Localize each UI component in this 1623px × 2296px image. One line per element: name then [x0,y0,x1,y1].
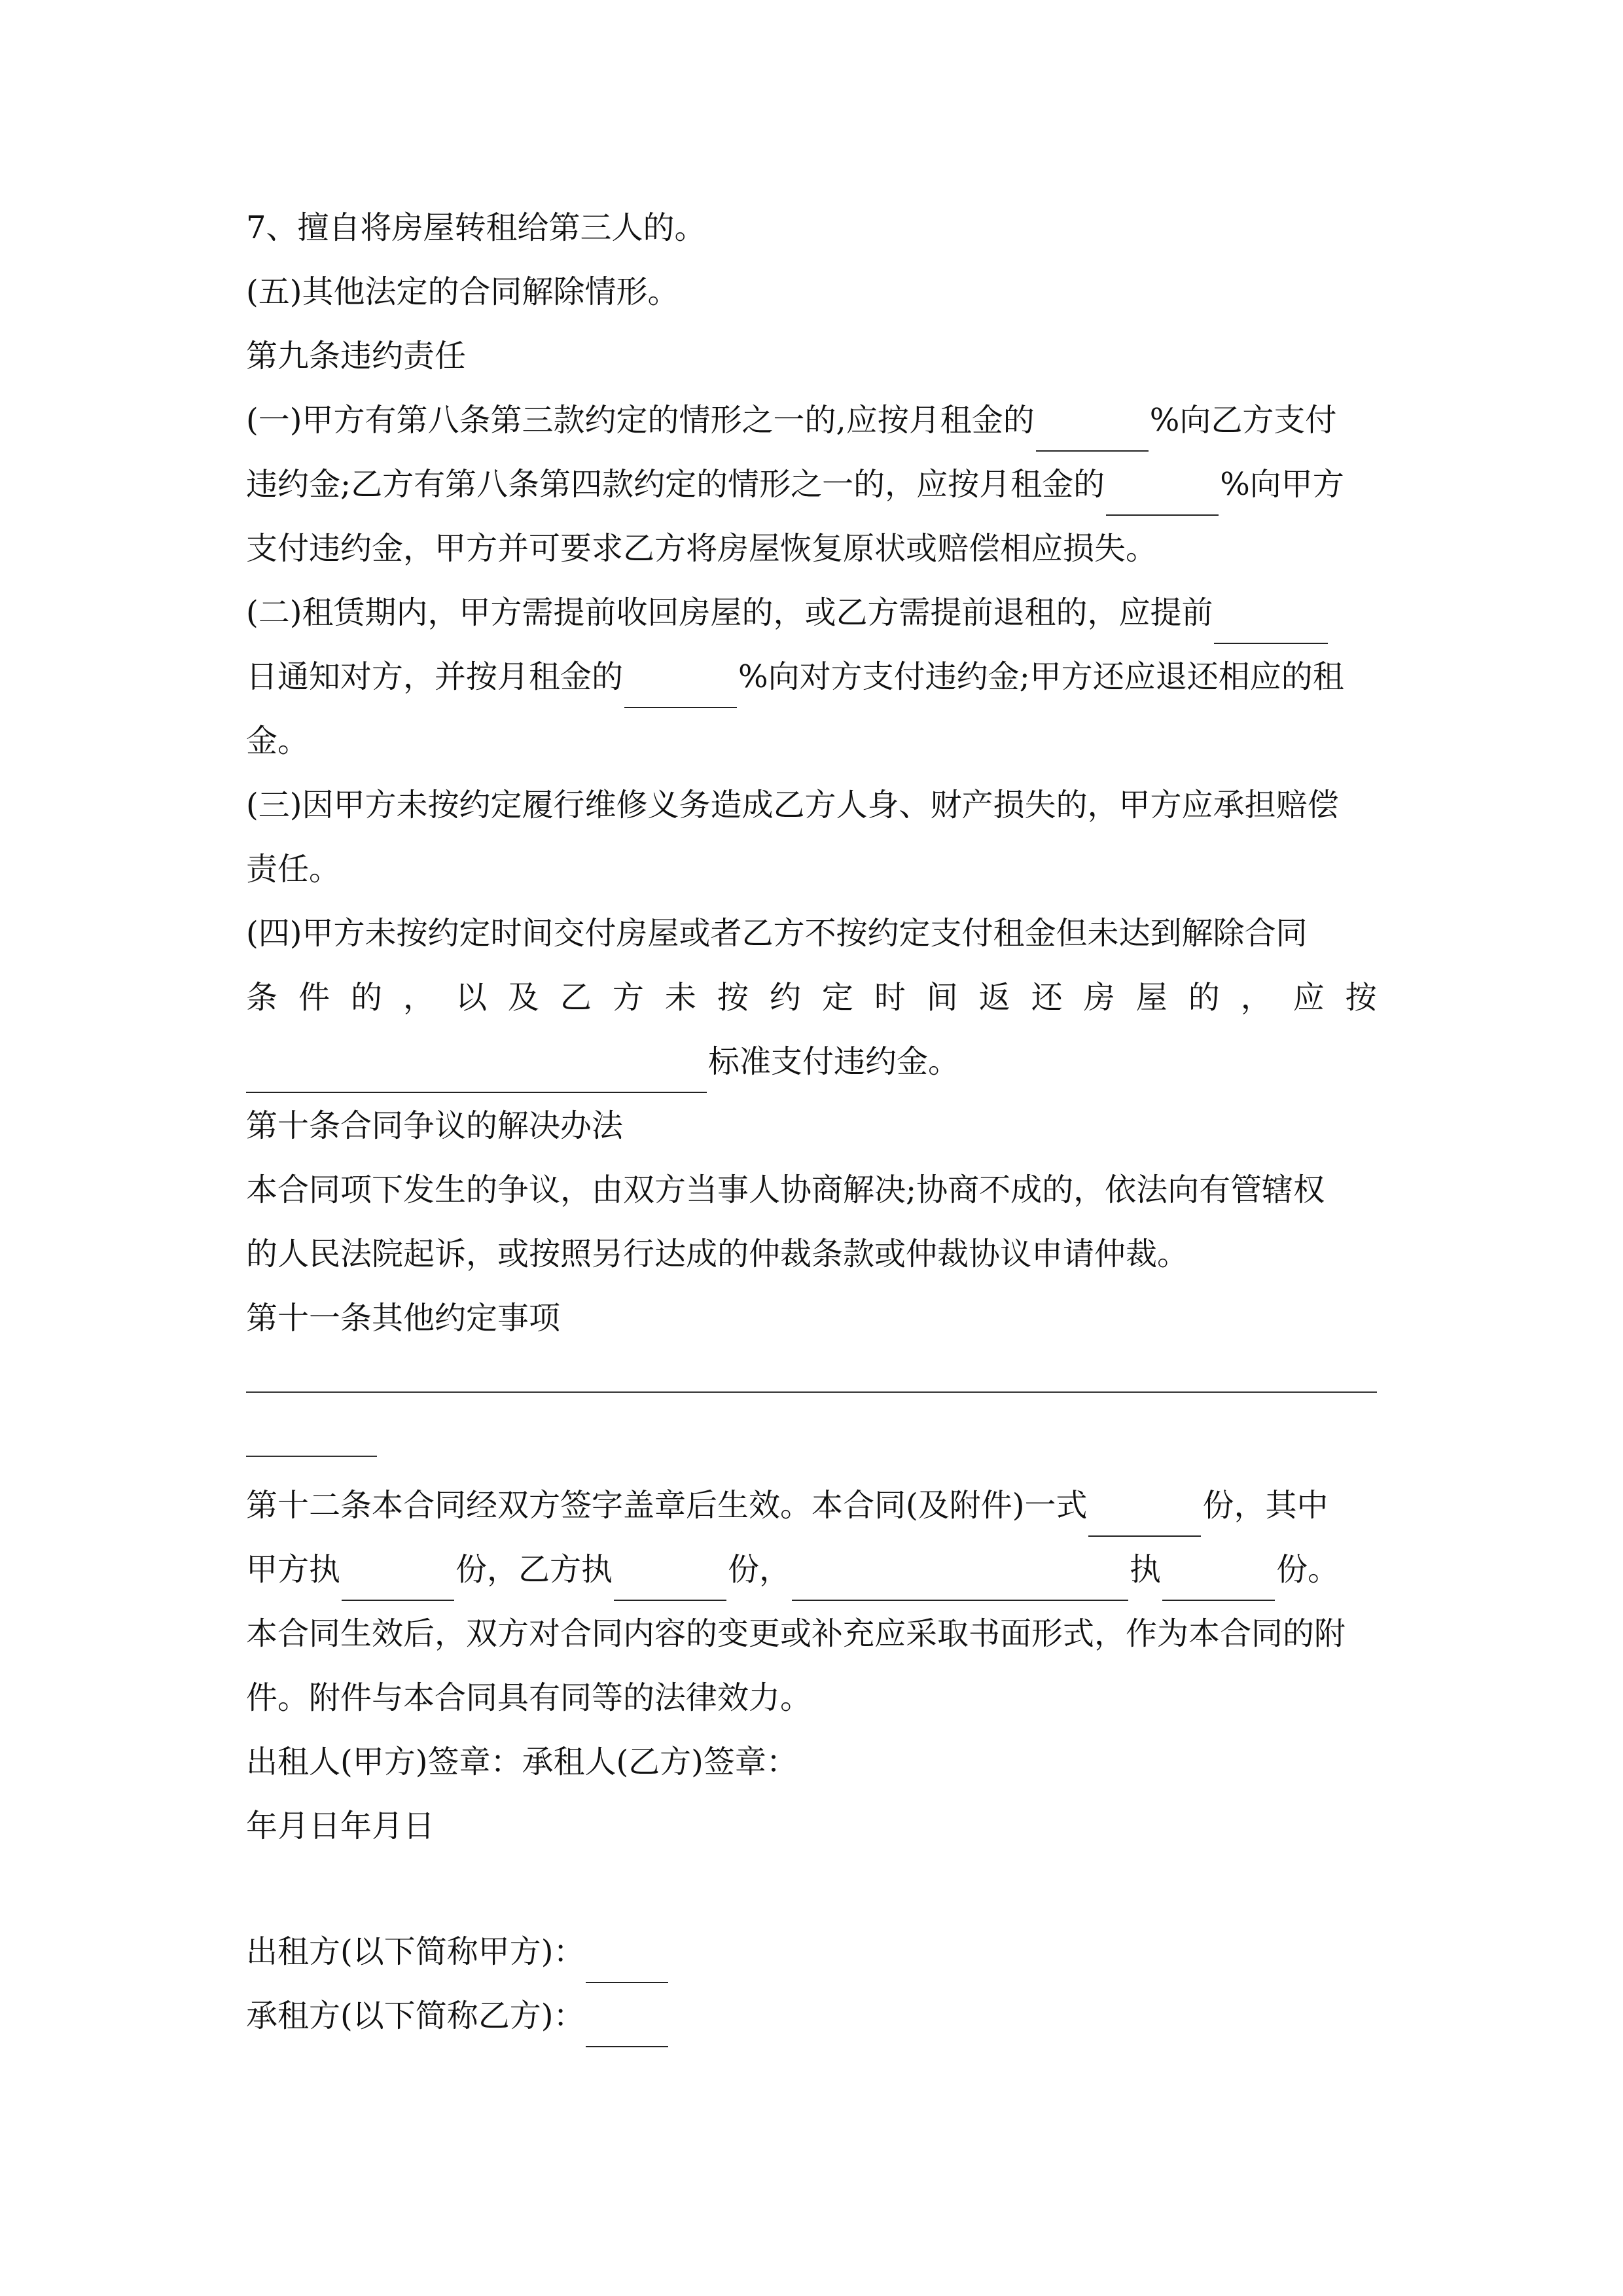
spaced-char: 的 [1188,979,1220,1016]
fill-blank[interactable] [1106,473,1219,516]
clause-item-5-other: (五)其他法定的合同解除情形。 [246,274,679,310]
article-9-para-2-line-2: 日通知对方，并按月租金的 %向对方支付违约金;甲方还应退还相应的租 [246,645,1377,708]
lessor-name-blank[interactable] [586,1940,668,1983]
fill-blank[interactable] [1036,408,1149,452]
spaced-char: 约 [769,979,801,1016]
signature-line: 出租人(甲方)签章：承租人(乙方)签章： [246,1744,798,1780]
spaced-char: 件 [298,979,330,1016]
spaced-char: 未 [664,979,696,1016]
other-terms-rule-short[interactable] [246,1456,377,1457]
article-9-para-4-line-2 [246,966,1377,1029]
fill-blank[interactable] [1214,601,1328,644]
lessor-line: 出租方(以下简称甲方)： [246,1920,1377,1983]
article-10-line-2: 的人民法院起诉，或按照另行达成的仲裁条款或仲裁协议申请仲裁。 [246,1236,1189,1272]
spaced-char: 条 [246,979,278,1016]
lessee-line: 承租方(以下简称乙方)： [246,1984,1377,2047]
clause-item-7: 7、擅自将房屋转租给第三人的。 [246,209,706,246]
spaced-char: 定 [821,979,853,1016]
article-9-para-2-line-1: (二)租赁期内，甲方需提前收回房屋的，或乙方需提前退租的，应提前 [246,581,1377,644]
spaced-char: 乙 [560,979,592,1016]
spaced-char: 方 [612,979,644,1016]
article-10-line-1: 本合同项下发生的争议，由双方当事人协商解决;协商不成的，依法向有管辖权 [246,1172,1325,1208]
article-9-para-1-line-1: (一)甲方有第八条第三款约定的情形之一的,应按月租金的 %向乙方支付 [246,389,1377,452]
article-9-para-3-line-1: (三)因甲方未按约定履行维修义务造成乙方人身、财产损失的，甲方应承担赔偿 [246,787,1339,823]
other-terms-rule[interactable] [246,1391,1377,1393]
article-9-para-1-line-3: 支付违约金，甲方并可要求乙方将房屋恢复原状或赔偿相应损失。 [246,530,1158,567]
spaced-char: 按 [1345,979,1377,1016]
article-9-para-4-line-3: 标准支付违约金。 [246,1030,1377,1093]
spaced-char: 以 [455,979,487,1016]
article-12-line-3: 本合同生效后，双方对合同内容的变更或补充应采取书面形式，作为本合同的附 [246,1615,1346,1652]
fill-blank[interactable] [792,1558,1128,1601]
spaced-char: 及 [507,979,539,1016]
fill-blank[interactable] [624,665,737,708]
spaced-char: 房 [1083,979,1115,1016]
fill-blank[interactable] [614,1558,726,1601]
article-9-para-3-line-2: 责任。 [246,851,341,888]
fill-blank[interactable] [1162,1558,1275,1601]
article-9-para-4-line-1: (四)甲方未按约定时间交付房屋或者乙方不按约定支付租金但未达到解除合同 [246,915,1308,952]
spaced-char: ， [1240,979,1272,1016]
lessee-name-blank[interactable] [586,2004,668,2047]
article-12-line-4: 件。附件与本合同具有同等的法律效力。 [246,1679,812,1716]
spaced-char: 按 [717,979,749,1016]
spaced-char: 时 [874,979,906,1016]
article-9-para-2-line-3: 金。 [246,723,310,759]
fill-blank[interactable] [1088,1494,1201,1537]
spaced-char: 还 [1031,979,1063,1016]
spaced-char: 间 [926,979,958,1016]
article-12-line-2: 甲方执 份，乙方执 份， 执 份。 [246,1538,1377,1601]
article-12-line-1: 第十二条本合同经双方签字盖章后生效。本合同(及附件)一式 份，其中 [246,1474,1377,1537]
fill-blank[interactable] [342,1558,454,1601]
date-line: 年月日年月日 [246,1808,435,1844]
fill-blank[interactable] [246,1050,707,1093]
article-10-heading: 第十条合同争议的解决办法 [246,1107,624,1144]
spaced-char: ， [402,979,435,1016]
spaced-char: 返 [978,979,1010,1016]
spaced-char: 的 [350,979,382,1016]
spaced-char: 应 [1293,979,1325,1016]
article-9-para-1-line-2: 违约金;乙方有第八条第四款约定的情形之一的，应按月租金的 %向甲方 [246,453,1377,516]
article-9-heading: 第九条违约责任 [246,338,467,374]
spaced-char: 屋 [1135,979,1168,1016]
article-11-heading: 第十一条其他约定事项 [246,1300,561,1336]
